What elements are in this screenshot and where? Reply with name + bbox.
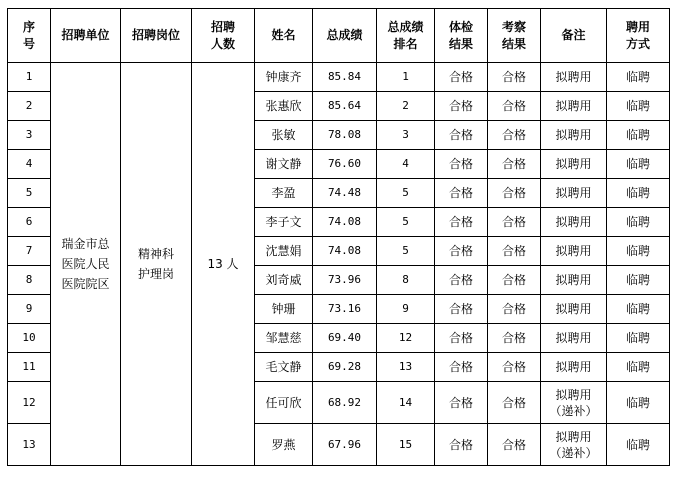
cell-mode: 临聘	[607, 121, 670, 150]
cell-rank: 2	[377, 92, 435, 121]
cell-remark	[541, 266, 607, 295]
unit-line: 瑞金市总	[61, 237, 110, 251]
cell-count-merged: 13 人	[192, 63, 255, 466]
remark-line: 拟聘用	[555, 70, 592, 84]
cell-score: 74.08	[313, 208, 377, 237]
cell-exam: 合格	[435, 382, 488, 424]
cell-score: 67.96	[313, 424, 377, 466]
cell-seq: 3	[8, 121, 51, 150]
remark-line: 拟聘用	[555, 360, 592, 374]
header-unit: 招聘单位	[51, 9, 121, 63]
header-exam: 体检 结果	[435, 9, 488, 63]
results-table-wrapper	[7, 8, 670, 466]
cell-remark	[541, 237, 607, 266]
cell-mode: 临聘	[607, 324, 670, 353]
cell-mode: 临聘	[607, 295, 670, 324]
cell-score: 69.28	[313, 353, 377, 382]
cell-exam: 合格	[435, 424, 488, 466]
cell-inspect: 合格	[488, 63, 541, 92]
cell-seq: 13	[8, 424, 51, 466]
cell-remark	[541, 63, 607, 92]
cell-exam: 合格	[435, 266, 488, 295]
cell-remark	[541, 92, 607, 121]
cell-exam: 合格	[435, 179, 488, 208]
cell-exam: 合格	[435, 237, 488, 266]
cell-name: 邹慧慈	[255, 324, 313, 353]
cell-rank: 5	[377, 179, 435, 208]
cell-score: 76.60	[313, 150, 377, 179]
cell-inspect: 合格	[488, 382, 541, 424]
header-row	[8, 9, 670, 63]
cell-inspect: 合格	[488, 295, 541, 324]
cell-rank: 8	[377, 266, 435, 295]
cell-rank: 5	[377, 237, 435, 266]
remark-line: 拟聘用	[555, 244, 592, 258]
remark-line: 拟聘用	[555, 331, 592, 345]
header-rank: 总成绩 排名	[377, 9, 435, 63]
cell-post-merged	[121, 63, 192, 466]
header-seq: 序 号	[8, 9, 51, 63]
cell-remark	[541, 382, 607, 424]
cell-inspect: 合格	[488, 150, 541, 179]
cell-score: 74.48	[313, 179, 377, 208]
remark-line: 拟聘用	[555, 387, 592, 402]
cell-remark	[541, 150, 607, 179]
unit-line: 医院院区	[61, 277, 110, 291]
cell-seq: 9	[8, 295, 51, 324]
cell-score: 68.92	[313, 382, 377, 424]
remark-line: 拟聘用	[555, 186, 592, 200]
cell-inspect: 合格	[488, 121, 541, 150]
cell-mode: 临聘	[607, 382, 670, 424]
cell-name: 谢文静	[255, 150, 313, 179]
cell-inspect: 合格	[488, 208, 541, 237]
header-mode: 聘用 方式	[607, 9, 670, 63]
remark-line: 拟聘用	[555, 99, 592, 113]
cell-name: 刘奇威	[255, 266, 313, 295]
table-body	[8, 63, 670, 466]
remark-line: 拟聘用	[555, 302, 592, 316]
cell-score: 74.08	[313, 237, 377, 266]
cell-exam: 合格	[435, 92, 488, 121]
header-remark: 备注	[541, 9, 607, 63]
cell-remark	[541, 208, 607, 237]
cell-rank: 15	[377, 424, 435, 466]
cell-inspect: 合格	[488, 237, 541, 266]
cell-exam: 合格	[435, 63, 488, 92]
cell-score: 85.84	[313, 63, 377, 92]
cell-name: 李盈	[255, 179, 313, 208]
remark-line: （递补）	[549, 445, 598, 460]
cell-exam: 合格	[435, 208, 488, 237]
cell-rank: 9	[377, 295, 435, 324]
cell-remark	[541, 295, 607, 324]
cell-inspect: 合格	[488, 324, 541, 353]
cell-name: 李子文	[255, 208, 313, 237]
cell-mode: 临聘	[607, 208, 670, 237]
remark-line: 拟聘用	[555, 128, 592, 142]
cell-name: 任可欣	[255, 382, 313, 424]
cell-seq: 2	[8, 92, 51, 121]
header-count: 招聘 人数	[192, 9, 255, 63]
cell-seq: 5	[8, 179, 51, 208]
remark-line: （递补）	[549, 403, 598, 418]
cell-name: 毛文静	[255, 353, 313, 382]
cell-rank: 13	[377, 353, 435, 382]
cell-mode: 临聘	[607, 353, 670, 382]
cell-inspect: 合格	[488, 353, 541, 382]
cell-rank: 4	[377, 150, 435, 179]
cell-mode: 临聘	[607, 266, 670, 295]
cell-mode: 临聘	[607, 237, 670, 266]
remark-line: 拟聘用	[555, 157, 592, 171]
cell-rank: 14	[377, 382, 435, 424]
cell-rank: 12	[377, 324, 435, 353]
cell-seq: 1	[8, 63, 51, 92]
unit-line: 医院人民	[61, 257, 110, 271]
cell-remark	[541, 424, 607, 466]
cell-exam: 合格	[435, 150, 488, 179]
cell-inspect: 合格	[488, 424, 541, 466]
cell-name: 张敏	[255, 121, 313, 150]
cell-score: 73.96	[313, 266, 377, 295]
cell-rank: 5	[377, 208, 435, 237]
cell-remark	[541, 179, 607, 208]
cell-exam: 合格	[435, 295, 488, 324]
table-row	[8, 63, 670, 92]
post-line: 精神科	[137, 247, 174, 261]
header-post: 招聘岗位	[121, 9, 192, 63]
cell-name: 沈慧娟	[255, 237, 313, 266]
cell-inspect: 合格	[488, 179, 541, 208]
cell-seq: 8	[8, 266, 51, 295]
cell-name: 罗燕	[255, 424, 313, 466]
cell-mode: 临聘	[607, 179, 670, 208]
cell-name: 钟珊	[255, 295, 313, 324]
cell-seq: 4	[8, 150, 51, 179]
remark-line: 拟聘用	[555, 215, 592, 229]
cell-mode: 临聘	[607, 150, 670, 179]
cell-seq: 11	[8, 353, 51, 382]
header-name: 姓名	[255, 9, 313, 63]
cell-exam: 合格	[435, 353, 488, 382]
cell-mode: 临聘	[607, 424, 670, 466]
cell-mode: 临聘	[607, 63, 670, 92]
cell-mode: 临聘	[607, 92, 670, 121]
header-score: 总成绩	[313, 9, 377, 63]
remark-line: 拟聘用	[555, 429, 592, 444]
cell-remark	[541, 324, 607, 353]
cell-seq: 12	[8, 382, 51, 424]
cell-score: 73.16	[313, 295, 377, 324]
cell-name: 张惠欣	[255, 92, 313, 121]
header-inspect: 考察 结果	[488, 9, 541, 63]
cell-name: 钟康齐	[255, 63, 313, 92]
cell-rank: 1	[377, 63, 435, 92]
cell-remark	[541, 353, 607, 382]
cell-inspect: 合格	[488, 266, 541, 295]
cell-seq: 7	[8, 237, 51, 266]
cell-score: 78.08	[313, 121, 377, 150]
cell-seq: 6	[8, 208, 51, 237]
cell-score: 85.64	[313, 92, 377, 121]
cell-exam: 合格	[435, 324, 488, 353]
recruitment-results-table	[7, 8, 670, 466]
post-line: 护理岗	[137, 267, 174, 281]
cell-seq: 10	[8, 324, 51, 353]
remark-line: 拟聘用	[555, 273, 592, 287]
cell-inspect: 合格	[488, 92, 541, 121]
cell-remark	[541, 121, 607, 150]
cell-rank: 3	[377, 121, 435, 150]
cell-score: 69.40	[313, 324, 377, 353]
cell-unit-merged	[51, 63, 121, 466]
cell-exam: 合格	[435, 121, 488, 150]
